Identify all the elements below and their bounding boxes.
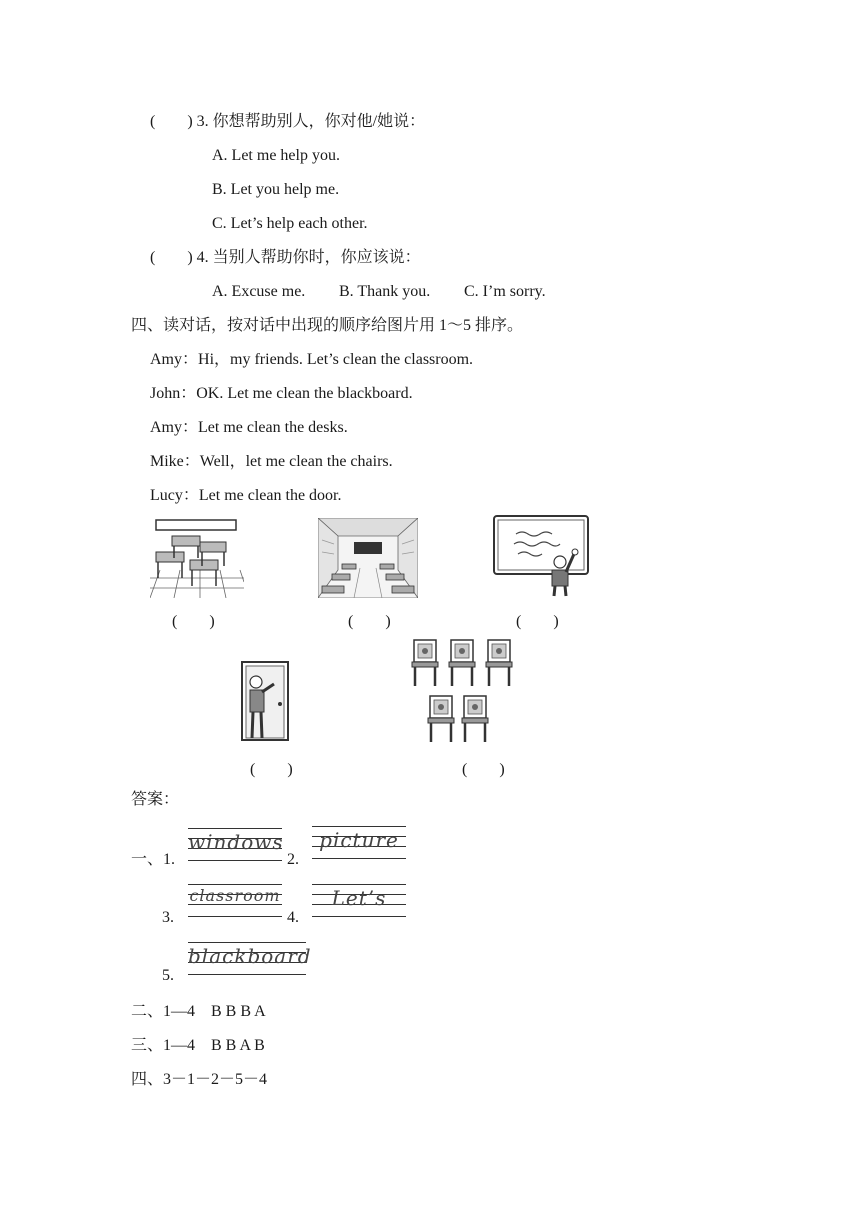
handwriting-answer-5: blackboard [188, 942, 306, 976]
dialogue-line: Amy：Hi，my friends. Let’s clean the classroom. [150, 351, 474, 368]
desks-picture [150, 518, 244, 598]
question-3 [150, 112, 425, 132]
classroom-picture [318, 518, 418, 598]
handwriting-answer-1: windows [188, 828, 282, 862]
option-4b: B. Thank you. [339, 283, 431, 300]
handwriting-answer-4: Let’s [312, 884, 406, 918]
answer-number-3: 3. [162, 909, 174, 926]
dialogue-line: Mike：Well，let me clean the chairs. [150, 453, 393, 470]
option-3b: B. Let you help me. [212, 181, 340, 198]
answer-number-5: 5. [162, 967, 174, 984]
answer-blank-door[interactable]: ( ) [250, 761, 293, 778]
option-4a: A. Excuse me. [212, 283, 306, 300]
chairs-picture [410, 638, 516, 744]
answer-blank-blackboard[interactable]: ( ) [516, 613, 559, 630]
handwriting-answer-3: classroom [188, 884, 282, 918]
option-3c: C. Let’s help each other. [212, 215, 368, 232]
dialogue-line: Lucy：Let me clean the door. [150, 487, 342, 504]
answer-number-2: 2. [287, 851, 299, 868]
answer-part3: 三、1—4 B B A B [131, 1037, 265, 1054]
handwriting-answer-2: picture [312, 826, 406, 860]
dialogue-line: Amy：Let me clean the desks. [150, 419, 348, 436]
question-4-stem: 当别人帮助你时，你应该说： [212, 249, 421, 266]
question-4 [150, 248, 421, 268]
option-4c: C. I’m sorry. [464, 283, 546, 300]
answers-title: 答案： [131, 791, 180, 808]
answer-part2: 二、1—4 B B B A [131, 1003, 266, 1020]
answer-blank-desks[interactable]: ( ) [172, 613, 215, 630]
question-4-number: ( ) 4. [150, 249, 209, 266]
blackboard-picture [492, 514, 590, 598]
option-3a: A. Let me help you. [212, 147, 340, 164]
dialogue-line: John：OK. Let me clean the blackboard. [150, 385, 413, 402]
answer-part1-prefix: 一、1. [131, 851, 176, 868]
answer-number-4: 4. [287, 909, 299, 926]
answer-blank-chairs[interactable]: ( ) [462, 761, 505, 778]
question-3-stem: 你想帮助别人，你对他/她说： [212, 113, 426, 130]
answer-part4: 四、3－1－2－5－4 [131, 1071, 268, 1088]
section-4-heading: 四、读对话，按对话中出现的顺序给图片用 1～5 排序。 [131, 317, 524, 334]
door-picture [230, 660, 292, 742]
question-3-number: ( ) 3. [150, 113, 209, 130]
answer-blank-classroom[interactable]: ( ) [348, 613, 391, 630]
